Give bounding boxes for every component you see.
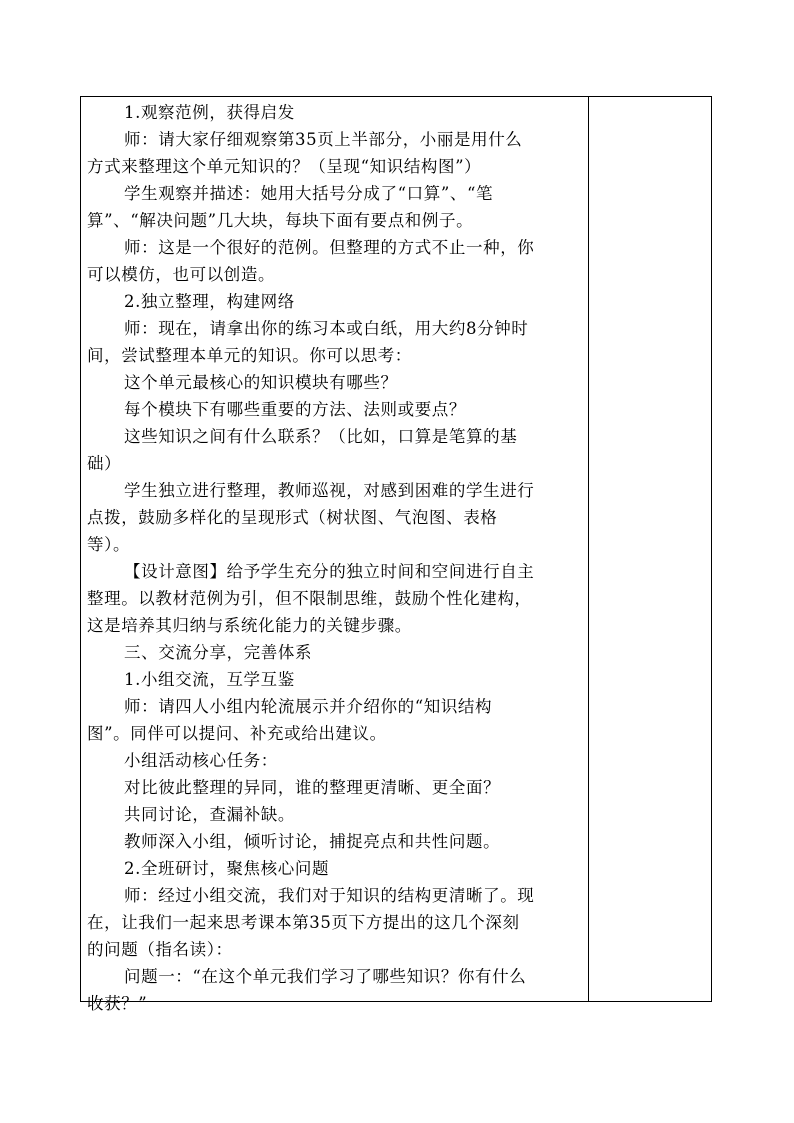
text-line: 可以模仿，也可以创造。 xyxy=(87,265,276,284)
notes-cell xyxy=(589,97,711,1001)
text-line: 算”、“解决问题”几大块，每块下面有要点和例子。 xyxy=(87,211,474,230)
text-line: 1.小组交流，互学互鉴 xyxy=(124,670,295,689)
text-line: 等）。 xyxy=(87,535,131,554)
text-line: 的问题（指名读）： xyxy=(87,940,233,959)
text-line: 师：现在，请拿出你的练习本或白纸，用大约8分钟时 xyxy=(124,319,529,338)
text-line: 2.独立整理，构建网络 xyxy=(124,292,295,311)
text-line: 师：这是一个很好的范例。但整理的方式不止一种，你 xyxy=(124,238,535,257)
text-line: 小组活动核心任务： xyxy=(124,751,278,770)
text-line: 共同讨论，查漏补缺。 xyxy=(124,805,295,824)
text-line: 教师深入小组，倾听讨论，捕捉亮点和共性问题。 xyxy=(124,832,501,851)
text-line: 1.观察范例，获得启发 xyxy=(124,103,295,122)
text-line: 问题一：“在这个单元我们学习了哪些知识？你有什么 xyxy=(124,967,527,986)
text-line: 点拨，鼓励多样化的呈现形式（树状图、气泡图、表格 xyxy=(87,508,498,527)
text-line: 师：经过小组交流，我们对于知识的结构更清晰了。现 xyxy=(124,886,535,905)
text-line: 每个模块下有哪些重要的方法、法则或要点？ xyxy=(124,400,466,419)
text-line: 这些知识之间有什么联系？（比如，口算是笔算的基 xyxy=(124,427,518,446)
text-line: 方式来整理这个单元知识的？（呈现“知识结构图”） xyxy=(87,157,482,176)
text-line: 师：请大家仔细观察第35页上半部分，小丽是用什么 xyxy=(124,130,523,149)
text-line: 对比彼此整理的异同，谁的整理更清晰、更全面？ xyxy=(124,778,501,797)
text-line: 在，让我们一起来思考课本第35页下方提出的这几个深刻 xyxy=(87,913,520,932)
lesson-plan-table xyxy=(80,96,712,1013)
text-line: 【设计意图】给予学生充分的独立时间和空间进行自主 xyxy=(124,562,535,581)
text-line: 收获？” xyxy=(87,994,148,1013)
lesson-content-cell xyxy=(81,97,588,1013)
text-line: 间，尝试整理本单元的知识。你可以思考： xyxy=(87,346,412,365)
text-line: 础） xyxy=(87,454,122,473)
text-line: 图”。同伴可以提问、补充或给出建议。 xyxy=(87,724,387,743)
text-line: 学生观察并描述：她用大括号分成了“口算”、“笔 xyxy=(124,184,494,203)
text-line: 这个单元最核心的知识模块有哪些？ xyxy=(124,373,398,392)
text-line: 2.全班研讨，聚焦核心问题 xyxy=(124,859,330,878)
text-line: 整理。以教材范例为引，但不限制思维，鼓励个性化建构， xyxy=(87,589,532,608)
text-line: 师：请四人小组内轮流展示并介绍你的“知识结构 xyxy=(124,697,493,716)
text-line: 三、交流分享，完善体系 xyxy=(124,643,313,662)
text-line: 这是培养其归纳与系统化能力的关键步骤。 xyxy=(87,616,412,635)
text-line: 学生独立进行整理，教师巡视，对感到困难的学生进行 xyxy=(124,481,535,500)
